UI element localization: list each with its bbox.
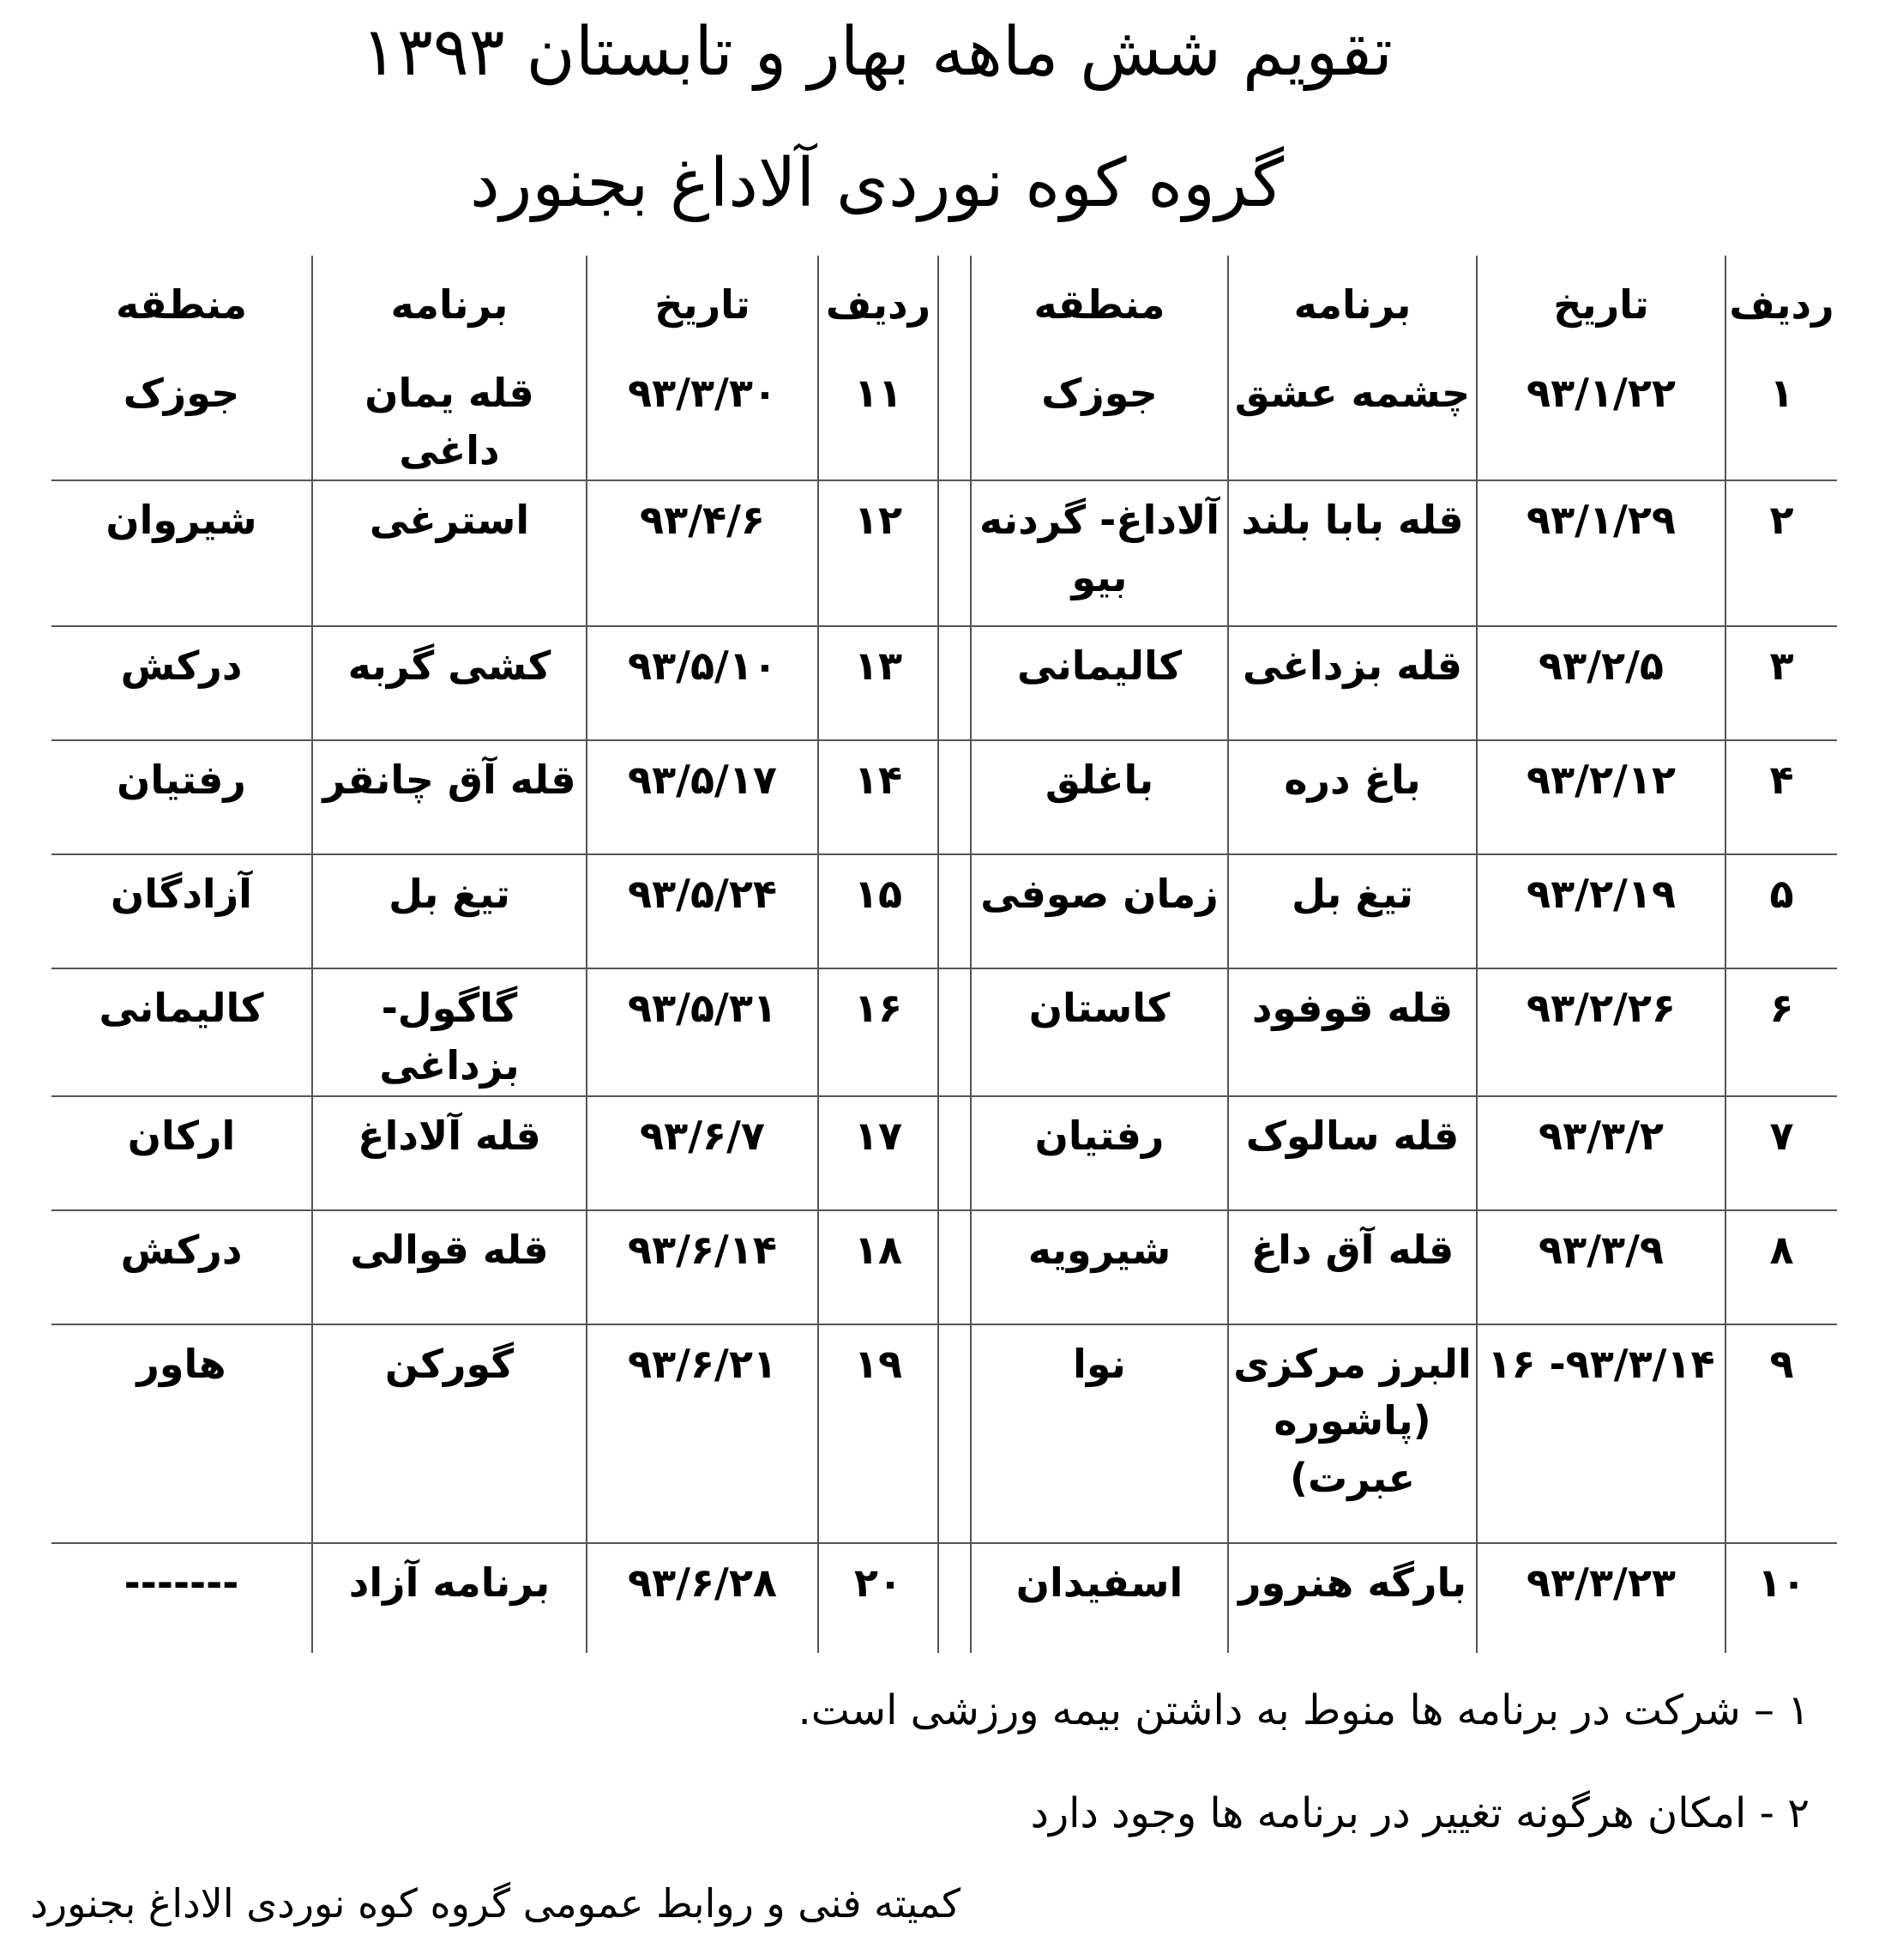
cell-region: رفتیان (51, 740, 312, 854)
schedule-table (51, 256, 1837, 1653)
cell-date: ۹۳/۵/۱۷ (587, 740, 818, 854)
column-gap (938, 1543, 971, 1653)
note-changes: ۲ - امکان هرگونه تغییر در برنامه ها وجود دارد (1030, 1789, 1810, 1837)
cell-region: نوا (971, 1324, 1228, 1543)
cell-region: اسفیدان (971, 1543, 1228, 1653)
cell-region: کالیمانی (971, 626, 1228, 740)
cell-program: قله آلاداغ (312, 1096, 587, 1210)
header-radif: ردیف (1725, 256, 1837, 354)
cell-date: ۹۳/۶/۱۴ (587, 1210, 818, 1324)
column-gap (938, 626, 971, 740)
table-row (51, 854, 1837, 968)
table-row (51, 1324, 1837, 1543)
cell-region: جوزک (971, 354, 1228, 480)
cell-program: البرز مرکزی (پاشوره عبرت) (1228, 1324, 1477, 1543)
cell-region: باغلق (971, 740, 1228, 854)
cell-date: ۹۳/۲/۵ (1477, 626, 1725, 740)
table-row (51, 626, 1837, 740)
cell-date: ۹۳/۲/۱۹ (1477, 854, 1725, 968)
cell-date: ۹۳/۳/۱۴- ۱۶ (1477, 1324, 1725, 1543)
column-gap (938, 968, 971, 1095)
cell-program: قله یمان داغی (312, 354, 587, 480)
cell-program: قله سالوک (1228, 1096, 1477, 1210)
cell-date: ۹۳/۶/۷ (587, 1096, 818, 1210)
header-tarikh: تاریخ (1477, 256, 1725, 354)
cell-program: کشی گربه (312, 626, 587, 740)
cell-radif: ۲ (1725, 480, 1837, 626)
cell-radif: ۷ (1725, 1096, 1837, 1210)
cell-radif: ۱۹ (818, 1324, 938, 1543)
cell-radif: ۱۰ (1725, 1543, 1837, 1653)
footer-credit: کمیته فنی و روابط عمومی گروه کوه نوردی الاداغ بجنورد (30, 1880, 961, 1927)
cell-program: تیغ بل (312, 854, 587, 968)
cell-region: ------- (123, 1559, 239, 1606)
cell-radif: ۹ (1725, 1324, 1837, 1543)
column-gap (938, 854, 971, 968)
cell-region: درکش (51, 1210, 312, 1324)
cell-region: شیرویه (971, 1210, 1228, 1324)
cell-radif: ۱۲ (818, 480, 938, 626)
cell-radif: ۱ (1725, 354, 1837, 480)
column-gap (938, 1096, 971, 1210)
cell-date: ۹۳/۵/۱۰ (587, 626, 818, 740)
cell-radif: ۱۴ (818, 740, 938, 854)
cell-region: شیروان (51, 480, 312, 626)
cell-region: زمان صوفی (971, 854, 1228, 968)
cell-program: قله بزداغی (1228, 626, 1477, 740)
note-insurance: ۱ – شرکت در برنامه ها منوط به داشتن بیمه ورزشی است. (798, 1686, 1810, 1734)
cell-radif: ۸ (1725, 1210, 1837, 1324)
cell-date: ۹۳/۱/۲۹ (1477, 480, 1725, 626)
cell-region: جوزک (51, 354, 312, 480)
header-barname: برنامه (312, 256, 587, 354)
table-row (51, 1543, 1837, 1653)
cell-date: ۹۳/۳/۹ (1477, 1210, 1725, 1324)
cell-radif: ۶ (1725, 968, 1837, 1095)
table-row (51, 354, 1837, 480)
cell-region: رفتیان (971, 1096, 1228, 1210)
table-row (51, 1210, 1837, 1324)
cell-program: قله قوفود (1228, 968, 1477, 1095)
header-radif: ردیف (818, 256, 938, 354)
table-row (51, 968, 1837, 1095)
cell-program: باغ دره (1228, 740, 1477, 854)
cell-region: کالیمانی (51, 968, 312, 1095)
cell-date: ۹۳/۵/۲۴ (587, 854, 818, 968)
cell-program: تیغ بل (1228, 854, 1477, 968)
cell-program: قله قوالی (312, 1210, 587, 1324)
cell-date: ۹۳/۲/۲۶ (1477, 968, 1725, 1095)
cell-date: ۹۳/۳/۲ (1477, 1096, 1725, 1210)
cell-region: آزادگان (51, 854, 312, 968)
cell-region: درکش (51, 626, 312, 740)
cell-date: ۹۳/۵/۳۱ (587, 968, 818, 1095)
cell-program: گورکن (312, 1324, 587, 1543)
cell-program: چشمه عشق (1228, 354, 1477, 480)
header-tarikh: تاریخ (587, 256, 818, 354)
cell-radif: ۵ (1725, 854, 1837, 968)
cell-radif: ۱۷ (818, 1096, 938, 1210)
cell-radif: ۱۵ (818, 854, 938, 968)
cell-program: قله آق چانقر (312, 740, 587, 854)
cell-date: ۹۳/۴/۶ (587, 480, 818, 626)
cell-date: ۹۳/۳/۲۳ (1477, 1543, 1725, 1653)
cell-date: ۹۳/۳/۳۰ (587, 354, 818, 480)
table-row (51, 1096, 1837, 1210)
cell-region: آلاداغ- گردنه بیو (971, 480, 1228, 626)
cell-radif: ۱۸ (818, 1210, 938, 1324)
cell-radif: ۲۰ (818, 1543, 938, 1653)
cell-date: ۹۳/۲/۱۲ (1477, 740, 1725, 854)
page-subtitle: گروه کوه نوردی آلاداغ بجنورد (469, 145, 1285, 222)
column-gap (938, 740, 971, 854)
cell-program: استرغی (312, 480, 587, 626)
column-gap (938, 1324, 971, 1543)
cell-date: ۹۳/۱/۲۲ (1477, 354, 1725, 480)
cell-program: قله بابا بلند (1228, 480, 1477, 626)
cell-radif: ۱۱ (818, 354, 938, 480)
table-header-row (51, 256, 1837, 354)
cell-program: گاگول- بزداغی (312, 968, 587, 1095)
column-gap (938, 480, 971, 626)
column-gap (938, 1210, 971, 1324)
column-gap (938, 256, 971, 354)
cell-date: ۹۳/۶/۲۸ (587, 1543, 818, 1653)
page-title: تقویم شش ماهه بهار و تابستان ۱۳۹۳ (361, 14, 1393, 91)
cell-radif: ۳ (1725, 626, 1837, 740)
cell-program: بارگه هنرور (1228, 1543, 1477, 1653)
cell-date: ۹۳/۶/۲۱ (587, 1324, 818, 1543)
cell-program: قله آق داغ (1228, 1210, 1477, 1324)
table-row (51, 740, 1837, 854)
cell-radif: ۱۶ (818, 968, 938, 1095)
column-gap (938, 354, 971, 480)
cell-region: هاور (51, 1324, 312, 1543)
header-mantaghe: منطقه (971, 256, 1228, 354)
cell-radif: ۱۳ (818, 626, 938, 740)
cell-region: کاستان (971, 968, 1228, 1095)
header-barname: برنامه (1228, 256, 1477, 354)
cell-region: ارکان (51, 1096, 312, 1210)
table-row (51, 480, 1837, 626)
header-mantaghe: منطقه (115, 280, 248, 328)
cell-radif: ۴ (1725, 740, 1837, 854)
cell-program: برنامه آزاد (312, 1543, 587, 1653)
